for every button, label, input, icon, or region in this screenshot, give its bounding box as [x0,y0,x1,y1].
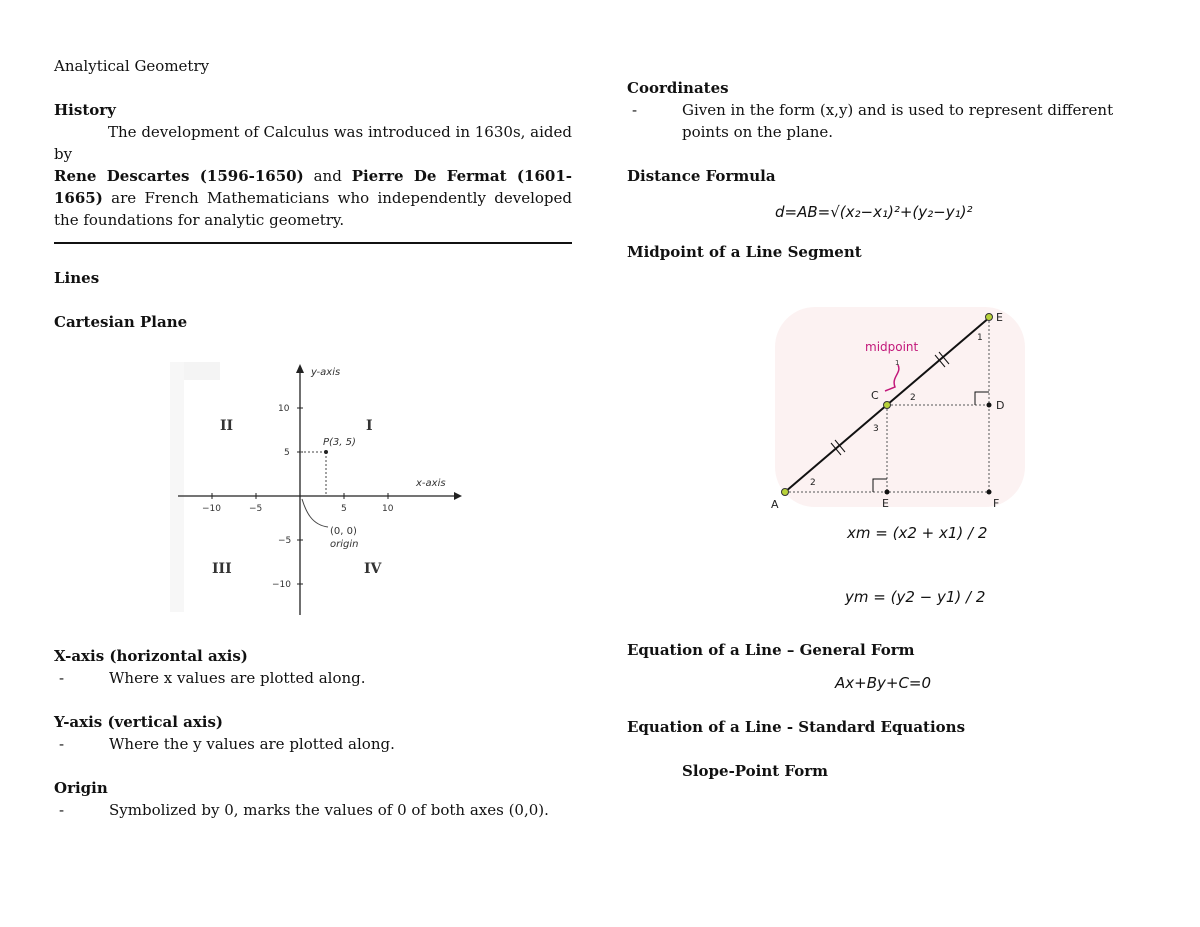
distance-formula-text: d=AB=√(x₂−x₁)²+(y₂−y₁)² [775,203,973,221]
segment-number-2b: 2 [810,478,816,488]
origin-heading: Origin [54,779,108,797]
origin-desc: Symbolized by 0, marks the values of 0 of both axes (0,0). [109,801,549,819]
y-tick-label: 5 [284,448,290,458]
label-a: A [771,498,779,511]
label-e-bottom: E [882,497,889,510]
fermat-name: Pierre De Fermat (1601-1665) [54,167,572,207]
midpoint-figure [765,307,1035,517]
point-a [782,489,789,496]
ym-formula-text: ym = (y2 − y1) / 2 [845,588,986,606]
figure-bg [170,357,470,622]
point-f [987,490,992,495]
x-tick-label: 5 [341,504,347,514]
history-rest: are French Mathematicians who independently developed the foundations for analytic geometry. [54,189,572,229]
lines-heading: Lines [54,269,100,287]
label-f: F [993,497,1000,510]
point-c [884,402,891,409]
y-tick-label: −10 [272,580,291,590]
general-form-heading: Equation of a Line – General Form [627,641,915,659]
origin-bullet: - Symbolized by 0, marks the values of 0 of both axes (0,0). [59,801,549,819]
x-tick-label: 10 [382,504,394,514]
general-formula [627,672,1147,694]
xm-formula [627,513,1147,559]
label-c: C [871,389,879,402]
cartesian-plane-figure [170,357,470,622]
standard-equations-heading: Equation of a Line - Standard Equations [627,718,966,736]
xaxis-heading: X-axis (horizontal axis) [54,647,248,665]
x-axis-label: x-axis [416,478,446,489]
distance-formula [627,201,1147,223]
point-e-top [986,314,993,321]
x-tick-label: −10 [202,504,221,514]
and-word: and [303,167,352,185]
y-tick-label: 10 [278,404,290,414]
yaxis-desc: Where the y values are plotted along. [109,735,395,753]
right-column [627,77,1147,782]
history-heading: History [54,101,116,119]
ym-formula [627,577,1147,623]
distance-heading: Distance Formula [627,167,776,185]
coordinates-desc: Given in the form (x,y) and is used to represent different points on the plane. [682,101,1114,141]
midpoint-heading: Midpoint of a Line Segment [627,243,862,261]
document-title: Analytical Geometry [54,57,210,75]
general-formula-text: Ax+By+C=0 [835,674,932,692]
label-d: D [996,399,1005,412]
yaxis-bullet: - Where the y values are plotted along. [59,735,395,753]
xm-formula-text: xm = (x2 + x1) / 2 [847,524,988,542]
slope-point-heading: Slope-Point Form [682,762,829,780]
segment-number-1: 1 [977,333,983,343]
fig-number: 1 [895,359,900,367]
coordinates-heading: Coordinates [627,79,729,97]
point-p-label: P(3, 5) [323,437,356,448]
origin-coord-label: (0, 0) [330,526,357,537]
xaxis-desc: Where x values are plotted along. [109,669,366,687]
descartes-name: Rene Descartes (1596-1650) [54,167,304,185]
point-d [987,403,992,408]
x-tick-label: −5 [249,504,263,514]
quadrant-ii-label: II [220,418,234,434]
y-axis-label: y-axis [311,367,341,378]
point-e-bottom [885,490,890,495]
midpoint-label: midpoint [865,340,919,354]
xaxis-bullet: - Where x values are plotted along. [59,669,366,687]
left-column [54,55,572,821]
quadrant-i-label: I [366,418,373,434]
segment-number-2: 2 [910,393,916,403]
origin-word-label: origin [330,539,359,550]
watermark-shape [170,362,184,612]
y-tick-label: −5 [278,536,292,546]
cartesian-heading: Cartesian Plane [54,313,188,331]
history-line1: The development of Calculus was introduced in 1630s, aided by [54,123,572,163]
label-e-top: E [996,311,1003,324]
quadrant-iv-label: IV [364,561,382,577]
history-paragraph [54,165,572,231]
coordinates-bullet: - Given in the form (x,y) and is used to represent different points on the plane. [632,101,1114,141]
quadrant-iii-label: III [212,561,232,577]
segment-number-3: 3 [873,424,879,434]
yaxis-heading: Y-axis (vertical axis) [54,713,224,731]
point-p [324,450,328,454]
